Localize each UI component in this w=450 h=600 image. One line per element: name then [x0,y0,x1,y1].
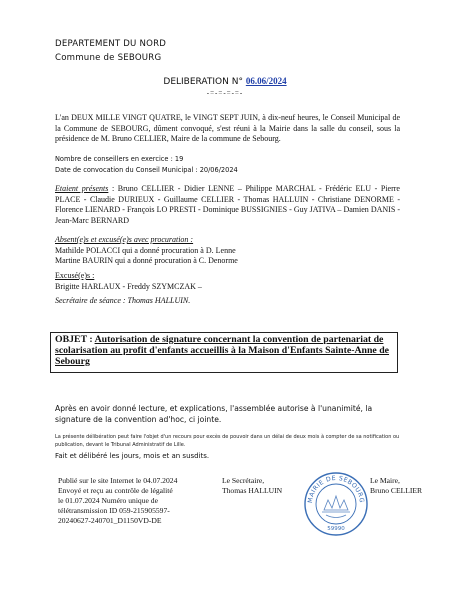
publication-block [58,476,218,526]
done-statement: Fait et délibéré les jours, mois et an susdits. [55,452,210,460]
mayor-name: Bruno CELLIER [370,486,423,495]
absents-label: Absent(e)s et excusé(e)s avec procuration : [55,235,194,244]
presents-section [55,184,400,226]
seal-icon [302,470,370,538]
objet-text: Autorisation de signature concernant la convention de partenariat de scolarisation au profit d'enfants accueillis à la Maison d'Enfants Sainte-Anne de Sebourg [55,334,390,367]
excuses-section [55,271,400,292]
councillors-count: Nombre de conseillers en exercice : 19 [55,155,184,163]
mayor-signature-block [370,476,422,496]
seal-text: MAIRIE DE SEBOURG [306,474,366,504]
secretary-signature-block [222,476,282,496]
commune-heading: Commune de SEBOURG [55,53,162,63]
title-separator: -=-=-=-=- [206,89,244,97]
svg-text:MAIRIE DE SEBOURG [307,475,365,504]
mairie-seal-stamp [302,470,370,543]
publication-line-3: le 01.07.2024 Numéro unique de [58,496,158,505]
presents-list: : Bruno CELLIER - Didier LENNE – Philippe MARCHAL - Frédéric ELU - Pierre PLACE - Claudie DURIEUX - Guillaume CELLIER - Thomas HALLUIN - Christiane DENORME - Florence LIENARD - François LO PRESTI - Dominique BUSSIGNIES - Guy JATIVA – Damien DANIS - Jean-Marc BERNARD [55,184,400,225]
excuses-label: Excusé(e)s : [55,271,95,280]
absent-line-2: Martine BAURIN qui a donné procuration à C. Denorme [55,256,238,265]
deliberation-number-link[interactable]: 06.06/2024 [245,76,287,86]
secretary-title: Le Secrétaire, [222,476,265,485]
session-secretary: Secrétaire de séance : Thomas HALLUIN. [55,296,191,305]
seal-postcode: 59990 [327,526,345,532]
convocation-date: Date de convocation du Conseil Municipal : 20/06/2024 [55,166,238,174]
publication-line-4: télétransmission ID 059-215905597- [58,506,170,515]
department-heading: DEPARTEMENT DU NORD [55,39,167,49]
objet-box [50,332,398,373]
secretary-name: Thomas HALLUIN [222,486,283,495]
absent-line-1: Mathilde POLACCI qui a donné procuration à D. Lenne [55,245,236,255]
publication-line-1: Publié sur le site Internet le 04.07.2024 [58,476,178,485]
recourse-notice: La présente délibération peut faire l'objet d'un recours pour excès de pouvoir dans un délai de deux mois à compter de sa notification ou publication, devant le Tribunal Administratif de Lille. [55,434,400,448]
deliberation-title [0,76,450,87]
absents-section [55,235,400,267]
deliberation-label: DELIBERATION N° [163,77,243,87]
publication-line-5: 20240627-240701_D1150VD-DE [58,516,162,525]
mayor-title: Le Maire, [370,476,400,485]
publication-line-2: Envoyé et reçu au contrôle de légalité [58,486,173,495]
decision-paragraph: Après en avoir donné lecture, et explications, l'assemblée autorise à l'unanimité, la signature de la convention ad'hoc, ci jointe. [55,404,373,424]
excuses-list: Brigitte HARLAUX - Freddy SZYMCZAK – [55,281,202,291]
presents-label: Etaient présents [55,184,109,193]
intro-paragraph: L'an DEUX MILLE VINGT QUATRE, le VINGT SEPT JUIN, à dix-neuf heures, le Conseil Municipal de la Commune de SEBOURG, dûment convoqué, s'est réuni à la Mairie dans la salle du conseil, sous la présidence de M. Bruno CELLIER, Maire de la commune de Sebourg. [55,113,400,143]
objet-label: OBJET : [55,334,95,345]
